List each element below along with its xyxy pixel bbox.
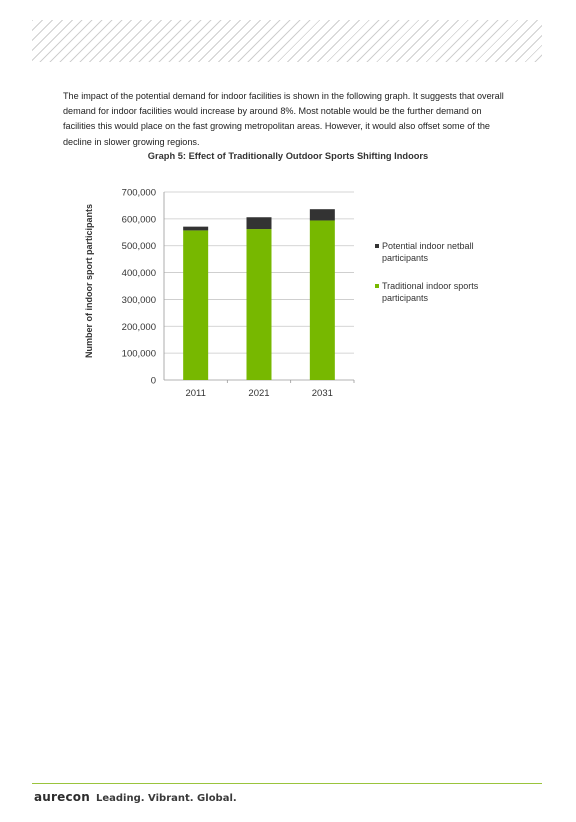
aurecon-logo: aurecon xyxy=(34,790,90,804)
bar-traditional-indoor xyxy=(310,220,335,380)
y-tick-label: 600,000 xyxy=(121,214,156,226)
bar-traditional-indoor xyxy=(247,229,272,380)
x-tick-label: 2011 xyxy=(185,388,206,399)
chart-title: Graph 5: Effect of Traditionally Outdoor Sports Shifting Indoors xyxy=(147,151,429,161)
bar-potential-netball xyxy=(183,227,208,231)
y-tick-label: 300,000 xyxy=(121,294,156,306)
chart-legend xyxy=(375,241,515,321)
legend-swatch-traditional xyxy=(375,284,379,288)
bar-potential-netball xyxy=(310,209,335,220)
footer-divider xyxy=(32,783,542,784)
y-tick-label: 700,000 xyxy=(121,187,156,199)
y-tick-label: 0 xyxy=(150,375,156,387)
y-tick-label: 100,000 xyxy=(121,348,156,360)
legend-item-netball xyxy=(375,241,515,264)
footer xyxy=(34,790,237,804)
intro-paragraph: The impact of the potential demand for indoor facilities is shown in the following graph. It suggests that overall demand for indoor facilities would increase by around 8%. Most notable would be the further demand on facilities this would place on the fast growing metropolitan areas. However, it would also offset some of the decline in slower growing regions. xyxy=(63,91,504,147)
bar-potential-netball xyxy=(247,217,272,229)
chart-y-axis-label: Number of indoor sport participants xyxy=(84,203,94,359)
legend-swatch-netball xyxy=(375,244,379,248)
y-tick-label: 400,000 xyxy=(121,268,156,280)
legend-label-netball: Potential indoor netball participants xyxy=(382,241,474,263)
legend-label-traditional: Traditional indoor sports participants xyxy=(382,281,479,303)
x-tick-label: 2031 xyxy=(311,388,333,399)
y-tick-label: 500,000 xyxy=(121,241,156,253)
y-tick-label: 200,000 xyxy=(121,321,156,333)
bar-traditional-indoor xyxy=(183,230,208,380)
footer-tagline: Leading. Vibrant. Global. xyxy=(96,793,237,804)
x-tick-label: 2021 xyxy=(248,388,270,399)
legend-item-traditional xyxy=(375,281,515,304)
